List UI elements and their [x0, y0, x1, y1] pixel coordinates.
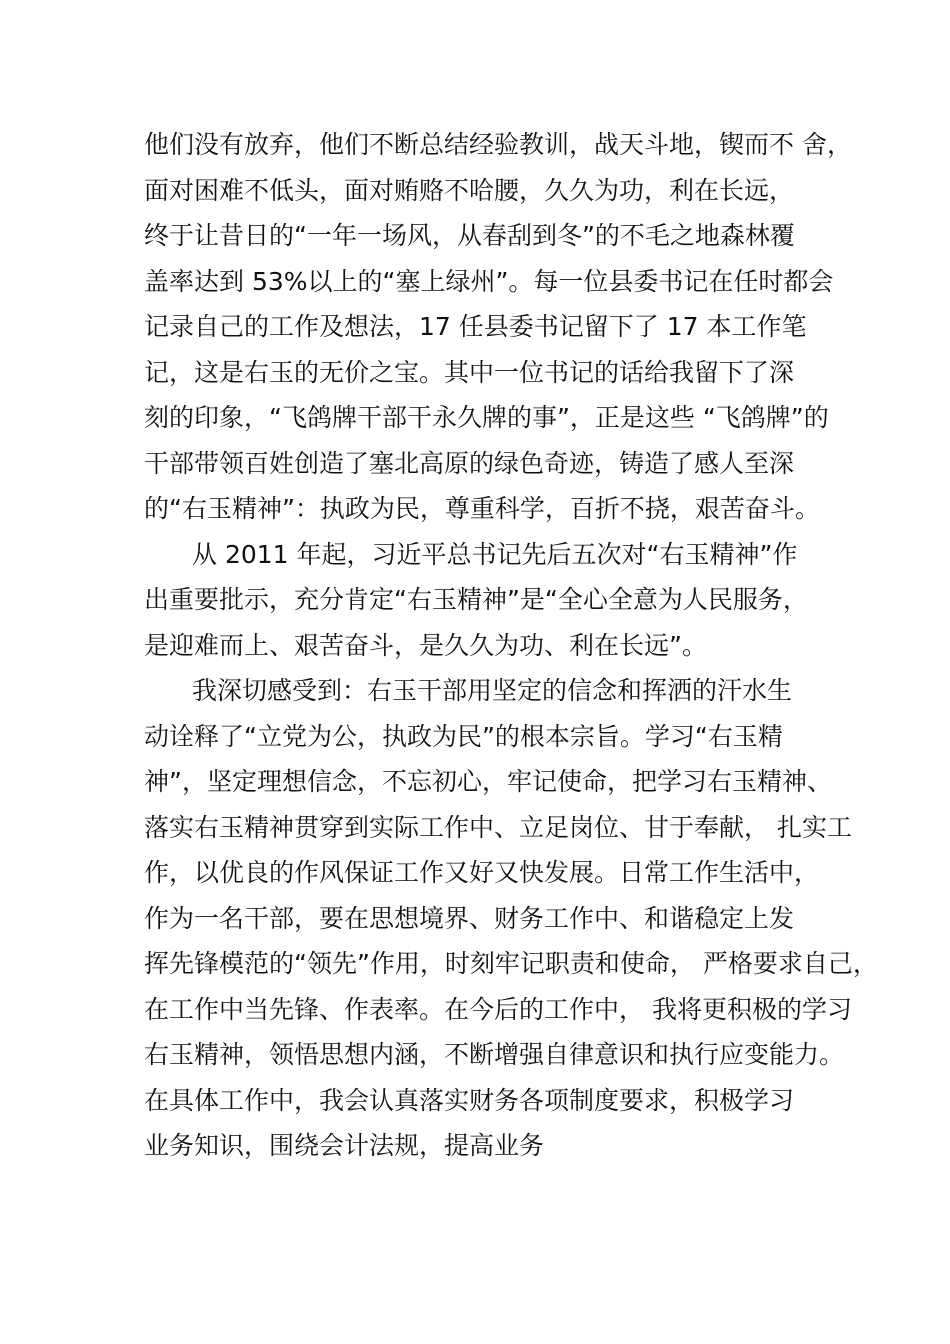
text-line: 出重要批示，充分肯定“右玉精神”是“全心全意为人民服务，: [144, 585, 808, 614]
text-line: 的“右玉精神”：执政为民，尊重科学，百折不挠，艰苦奋斗。: [144, 494, 820, 523]
text-line: 作为一名干部，要在思想境界、财务工作中、和谐稳定上发: [144, 903, 795, 933]
body-text: [144, 122, 878, 1169]
text-line: 在工作中当先锋、作表率。在今后的工作中， 我将更积极的学习: [144, 994, 852, 1024]
paragraph-first-line: 从 2011 年起，习近平总书记先后五次对“右玉精神”作: [192, 539, 798, 569]
text-line: 他们没有放弃，他们不断总结经验教训，战天斗地，锲而不 舍，: [144, 130, 852, 159]
text-line: 是迎难而上、艰苦奋斗，是久久为功、利在长远”。: [144, 630, 707, 660]
text-line: 面对困难不低头，面对贿赂不哈腰，久久为功，利在长远，: [144, 175, 795, 205]
paragraph-first-line: 我深切感受到：右玉干部用坚定的信念和挥洒的汗水生: [192, 676, 793, 705]
text-line: 神”，坚定理想信念，不忘初心，牢记使命，把学习右玉精神、: [144, 767, 832, 796]
text-line: 干部带领百姓创造了塞北高原的绿色奇迹，铸造了感人至深: [144, 448, 795, 478]
text-line: 在具体工作中，我会认真落实财务各项制度要求，积极学习: [144, 1085, 795, 1115]
text-line: 记，这是右玉的无价之宝。其中一位书记的话给我留下了深: [144, 357, 795, 387]
text-line: 业务知识，围绕会计法规，提高业务: [144, 1131, 545, 1160]
text-line: 作，以优良的作风保证工作又好又快发展。日常工作生活中，: [144, 858, 820, 887]
text-line: 右玉精神，领悟思想内涵，不断增强自律意识和执行应变能力。: [144, 1040, 845, 1069]
text-line: 刻的印象，“飞鸽牌干部干永久牌的事”，正是这些 “飞鸽牌”的: [144, 403, 829, 432]
text-line: 盖率达到 53%以上的“塞上绿州”。每一位县委书记在任时都会: [144, 266, 834, 296]
text-line: 记录自己的工作及想法，17 任县委书记留下了 17 本工作笔: [144, 312, 807, 341]
text-line: 终于让昔日的“一年一场风，从春刮到冬”的不毛之地森林覆: [144, 221, 795, 250]
text-line: 落实右玉精神贯穿到实际工作中、立足岗位、甘于奉献， 扎实工: [144, 812, 852, 842]
text-line: 动诠释了“立党为公，执政为民”的根本宗旨。学习“右玉精: [144, 721, 783, 751]
text-line: 挥先锋模范的“领先”作用，时刻牢记职责和使命， 严格要求自己，: [144, 949, 878, 978]
